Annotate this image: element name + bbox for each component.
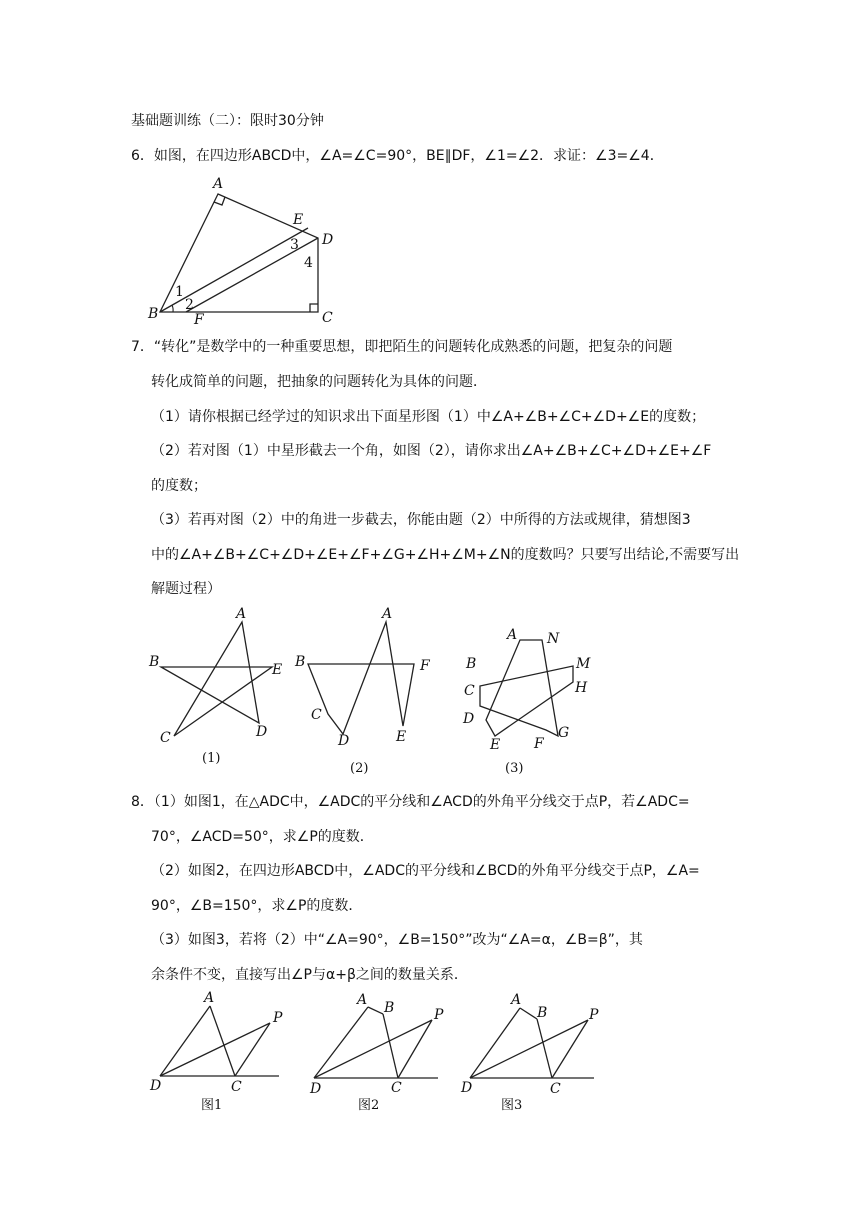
q6-label-c: C: [322, 310, 333, 326]
q8-fig1-caption: 图1: [201, 1098, 223, 1113]
section-title: 基础题训练（二）：限时30分钟: [131, 113, 324, 129]
q6-text: 6．如图，在四边形ABCD中，∠A=∠C=90°，BE∥DF，∠1=∠2．求证：∠3=∠4．: [131, 148, 664, 164]
q8-fig2-label-c: C: [391, 1080, 402, 1096]
q7-figure-3: [455, 620, 600, 780]
q7-fig3-label-h: H: [575, 680, 588, 696]
q8-fig3-ab: [520, 1008, 537, 1019]
q8-fig2-da: [314, 1007, 368, 1078]
q7-fig3-label-m: M: [576, 656, 591, 672]
q7-figure-2: [290, 600, 450, 775]
q8-part1-line2: 70°，∠ACD=50°，求∠P的度数．: [151, 829, 374, 845]
q7-fig3-label-e: E: [490, 737, 501, 753]
q8-fig2-bc: [383, 1014, 398, 1078]
q7-intro-line1: 7．“转化”是数学中的一种重要思想，即把陌生的问题转化成熟悉的问题，把复杂的问题: [131, 339, 673, 355]
q7-figure-1: [140, 600, 300, 775]
q6-right-angle-c: [310, 304, 318, 312]
q8-part3-line2: 余条件不变，直接写出∠P与α+β之间的数量关系．: [151, 967, 468, 983]
q7-fig1-caption: (1): [202, 751, 221, 766]
q8-fig2-label-d: D: [310, 1081, 322, 1097]
q8-fig1-label-a: A: [204, 990, 215, 1006]
q8-fig1-label-c: C: [231, 1079, 242, 1095]
q6-label-a: A: [213, 176, 224, 192]
q8-fig2-ab: [368, 1007, 383, 1014]
q8-fig1-label-d: D: [150, 1078, 162, 1094]
q7-fig3-label-b: B: [466, 656, 477, 672]
q8-fig1-da: [160, 1006, 210, 1076]
q8-fig3-da: [470, 1008, 520, 1078]
q7-fig3-label-c: C: [464, 683, 475, 699]
q7-fig2-label-b: B: [295, 654, 306, 670]
q7-part3-line3: 解题过程）: [151, 581, 221, 597]
q8-fig3-label-c: C: [550, 1081, 561, 1097]
q7-fig3-label-n: N: [547, 631, 560, 647]
q7-fig3-label-a: A: [507, 627, 518, 643]
q8-fig3-bc: [537, 1019, 552, 1078]
q7-fig2-label-f: F: [420, 658, 430, 674]
q7-part2-line1: （2）若对图（1）中星形截去一个角，如图（2），请你求出∠A+∠B+∠C+∠D+∠E+∠F: [151, 443, 712, 459]
q7-fig2-caption: (2): [350, 761, 369, 776]
q8-fig2-label-a: A: [357, 992, 368, 1008]
q6-angle-3: 3: [290, 237, 299, 253]
q7-fig2-label-a: A: [382, 606, 393, 622]
q7-fig1-label-a: A: [236, 606, 247, 622]
q8-fig1-dp: [160, 1023, 270, 1076]
q6-angle-arc: [172, 305, 173, 312]
q8-figure-2: [300, 990, 460, 1115]
q6-label-f: F: [194, 312, 204, 328]
q8-fig2-label-p: P: [434, 1007, 444, 1023]
q6-angle-2: 2: [185, 297, 194, 313]
q7-fig1-label-c: C: [160, 730, 171, 746]
q6-label-e: E: [293, 212, 304, 228]
q8-part2-line1: （2）如图2，在四边形ABCD中，∠ADC的平分线和∠BCD的外角平分线交于点P，∠A=: [151, 863, 700, 879]
q7-fig1-label-d: D: [256, 724, 268, 740]
q6-angle-1: 1: [175, 284, 184, 300]
q7-fig1-label-b: B: [149, 654, 160, 670]
q7-fig2-label-d: D: [338, 733, 350, 749]
q8-part2-line2: 90°，∠B=150°，求∠P的度数．: [151, 898, 363, 914]
q7-fig3-label-d: D: [463, 711, 475, 727]
q7-fig3-shape: [480, 640, 573, 736]
q7-fig3-label-f: F: [534, 736, 544, 752]
q6-angle-4: 4: [304, 255, 313, 271]
q8-fig3-label-p: P: [589, 1007, 599, 1023]
q7-fig1-star: [161, 622, 272, 736]
q8-fig3-label-b: B: [537, 1005, 548, 1021]
q7-intro-line2: 转化成简单的问题，把抽象的问题转化为具体的问题．: [151, 374, 487, 390]
q7-fig2-label-c: C: [311, 707, 322, 723]
q8-part1-line1: 8．（1）如图1，在△ADC中，∠ADC的平分线和∠ACD的外角平分线交于点P，若∠ADC=: [131, 794, 690, 810]
q6-label-b: B: [148, 306, 159, 322]
q7-part1: （1）请你根据已经学过的知识求出下面星形图（1）中∠A+∠B+∠C+∠D+∠E的度数；: [151, 409, 706, 425]
q8-fig2-label-b: B: [384, 1000, 395, 1016]
q8-figure-1: [145, 990, 300, 1115]
q7-fig1-label-e: E: [272, 662, 283, 678]
q8-part3-line1: （3）如图3，若将（2）中“∠A=90°，∠B=150°”改为“∠A=α，∠B=β”，其: [151, 932, 643, 948]
q7-fig2-shape: [308, 622, 414, 734]
q7-fig3-label-g: G: [558, 725, 570, 741]
q7-part2-line2: 的度数；: [151, 478, 207, 494]
q8-fig3-label-d: D: [461, 1080, 473, 1096]
q7-fig2-label-e: E: [396, 729, 407, 745]
q6-figure: [140, 172, 340, 328]
q7-part3-line1: （3）若再对图（2）中的角进一步截去，你能由题（2）中所得的方法或规律，猜想图3: [151, 512, 691, 528]
q8-fig3-caption: 图3: [501, 1098, 523, 1113]
q7-part3-line2: 中的∠A+∠B+∠C+∠D+∠E+∠F+∠G+∠H+∠M+∠N的度数吗？只要写出结论,不需要写出: [151, 547, 740, 563]
q6-label-d: D: [322, 232, 334, 248]
q8-fig1-label-p: P: [273, 1010, 283, 1026]
q8-fig3-label-a: A: [511, 992, 522, 1008]
q7-fig3-caption: (3): [505, 761, 524, 776]
q8-fig2-caption: 图2: [358, 1098, 380, 1113]
q8-figure-3: [455, 990, 615, 1115]
